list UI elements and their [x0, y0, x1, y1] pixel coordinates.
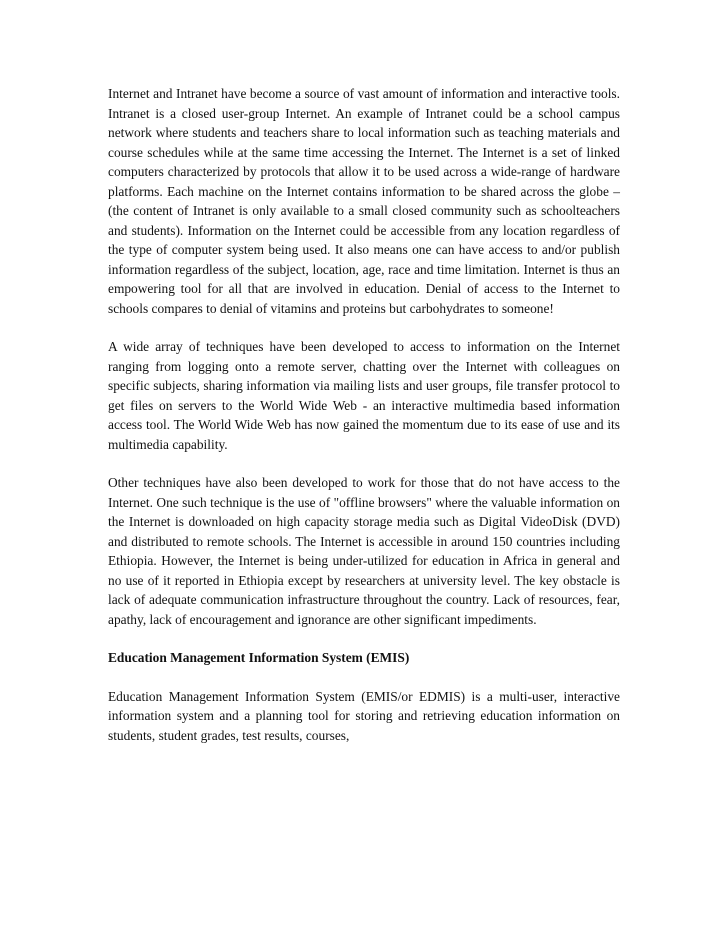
section-heading-emis: Education Management Information System (EMIS) [108, 650, 410, 665]
paragraph-emis-definition: Education Management Information System (EMIS/or EDMIS) is a multi-user, interactive information system and a planning tool for storing and retrieving education information on students, student grades, test results, courses, [108, 688, 620, 743]
paragraph-offline-techniques: Other techniques have also been developed to work for those that do not have access to the Internet. One such technique is the use of "offline browsers" where the valuable information on the Internet is downloaded on high capacity storage media such as Digital VideoDisk (DVD) and distributed to remote schools. The Internet is accessible in around 150 countries including Ethiopia. However, the Internet is being under-utilized for education in Africa in general and no use of it reported in Ethiopia except by researchers at university level. The key obstacle is lack of adequate communication infrastructure throughout the country. Lack of resources, fear, apathy, lack of encouragement and ignorance are other significant impediments. [108, 475, 620, 627]
document-page [108, 84, 620, 764]
paragraph-access-techniques: A wide array of techniques have been developed to access to information on the Internet ranging from logging onto a remote server, chatting over the Internet with colleagues on specific subjects, sharing information via mailing lists and user groups, file transfer protocol to get files on servers to the World Wide Web - an interactive multimedia based information access tool. The World Wide Web has now gained the momentum due to its ease of use and its multimedia capability. [108, 339, 620, 452]
paragraph-internet-intranet: Internet and Intranet have become a source of vast amount of information and interactive tools. Intranet is a closed user-group Internet. An example of Intranet could be a school campus network where students and teachers share to local information such as teaching materials and course schedules while at the same time accessing the Internet. The Internet is a set of linked computers characterized by protocols that allow it to be used across a wide-range of hardware platforms. Each machine on the Internet contains information to be shared across the globe – (the content of Intranet is only available to a small closed community such as schoolteachers and students). Information on the Internet could be accessible from any location regardless of the type of computer system being used. It also means one can have access to and/or publish information regardless of the subject, location, age, race and time limitation. Internet is thus an empowering tool for all that are involved in education. Denial of access to the Internet to schools compares to denial of vitamins and proteins but carbohydrates to someone! [108, 86, 620, 316]
